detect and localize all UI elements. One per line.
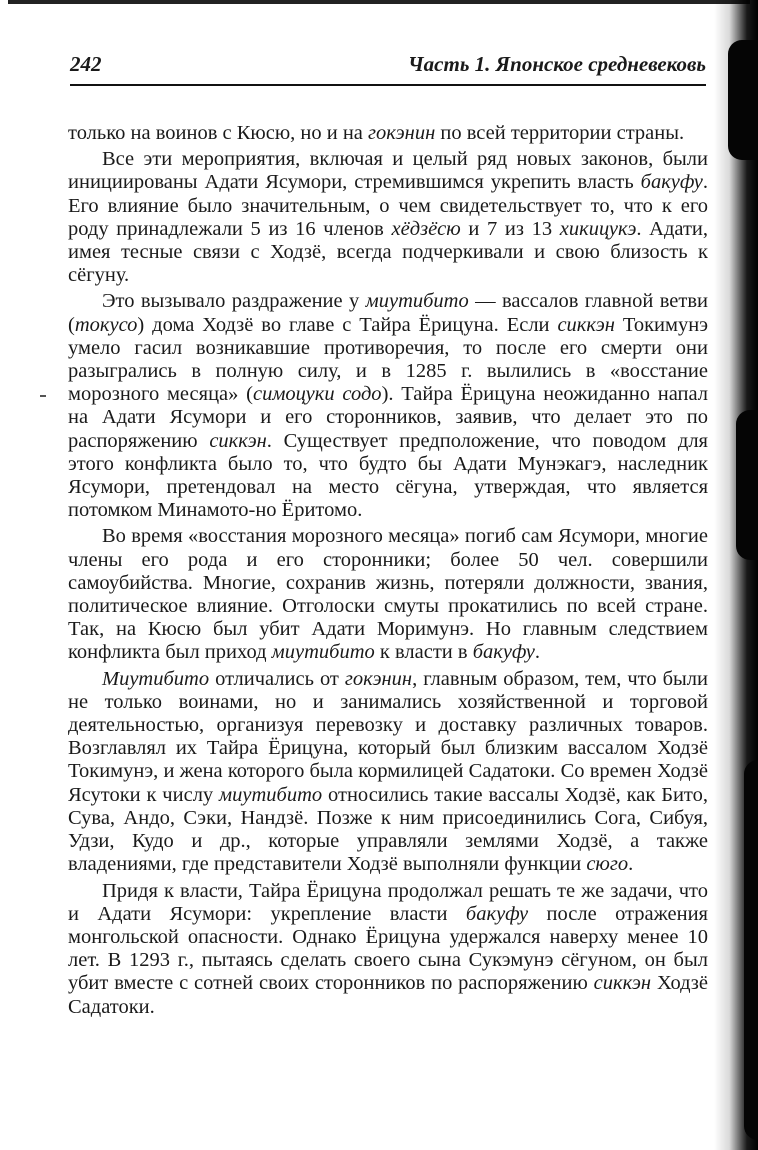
text-run: . Его влияние было значительным, о чем свидетельствует то, что к его роду принадлежали 5 из 16 членов (68, 171, 708, 240)
text-run: ) дома Ходзё во главе с Тайра Ёрицуна. Если (137, 313, 558, 336)
paragraph-1 (68, 122, 708, 145)
paragraph-2 (68, 148, 708, 287)
italic-term: хикицукэ (559, 217, 637, 240)
italic-term: бакуфу (472, 641, 535, 664)
scan-edge-blob (736, 410, 758, 560)
text-run: Придя к власти, Тайра Ёрицуна продолжал решать те же задачи, что и Адати Ясумори: укрепление власти (68, 879, 708, 925)
scan-edge-blob (728, 40, 758, 160)
text-run: Токимунэ умело гасил возникавшие противоречия, то после его смерти они разыгрались в полную силу, и в 1285 г. вылились в «восстание морозного месяца» ( (68, 313, 708, 406)
italic-term: миутибито (219, 783, 323, 806)
page-number: 242 (70, 52, 102, 76)
text-run: относились такие вассалы Ходзё, как Бито, Сува, Андо, Сэки, Нандзё. Позже к ним присоединились Сога, Сибуя, Удзи, Кудо и др., которые управляли землями Ходзё, а также владениями, где представители Ходзё выполняли функции (68, 783, 708, 876)
italic-term: сюго (586, 853, 629, 876)
italic-term: миутибито (365, 290, 469, 313)
italic-term: сиккэн (593, 972, 652, 995)
body-text (68, 122, 708, 1022)
text-run: Во время «восстания морозного месяца» погиб сам Ясумори, многие члены его рода и его сторонники; более 50 чел. совершили самоубийства. Многие, сохранив жизнь, потеряли должности, звания, политическое влияние. Отголоски смуты прокатились по всей стране. Так, на Кюсю был убит Адати Моримунэ. Но главным следствием конфликта был приход (68, 525, 708, 664)
text-run: к власти в (374, 641, 473, 664)
italic-term: гокэнин (368, 122, 436, 144)
italic-term: Миутибито (102, 667, 210, 690)
paragraph-4 (68, 525, 708, 664)
text-run: . (534, 641, 541, 664)
text-run: . Адати, имея тесные связи с Ходзё, всегда подчеркивали и свою близость к сёгуну. (68, 217, 709, 287)
italic-term: бакуфу (465, 902, 529, 925)
italic-term: сиккэн (209, 429, 267, 452)
running-title: Часть 1. Японское средневековь (407, 52, 706, 76)
text-run: Все эти мероприятия, включая и целый ряд новых законов, были инициированы Адати Ясумори, стремившимся укрепить власть (68, 148, 708, 194)
scan-top-edge (8, 0, 750, 4)
text-run: . (628, 853, 634, 876)
page-header (70, 48, 706, 86)
text-run: . Существует предположение, что поводом для этого конфликта было то, что будто бы Адати Мунэкагэ, наследник Ясумори, претендовал на место сёгуна, утверждая, что является потомком Минамото-но Ёритомо. (68, 429, 708, 522)
text-run: — вассалов главной ветви ( (68, 290, 709, 336)
italic-term: симоцуки содо (253, 383, 382, 406)
text-run: ). Тайра Ёрицуна неожиданно напал на Адати Ясумори и его сторонников, заявив, что делает это по распоряжению (68, 383, 709, 452)
scan-edge-blob (744, 760, 758, 1140)
text-run: , главным образом, тем, что были не только воинами, но и занимались хозяйственной и торговой деятельностью, организуя перевозку и доставку различных товаров. Возглавлял их Тайра Ёрицуна, который был близким вассалом Ходзё Токимунэ, и жена которого была кормилицей Садатоки. Со времен Ходзё Ясутоки к числу (68, 667, 708, 806)
paragraph-6 (68, 880, 708, 1019)
paragraph-3 (68, 290, 708, 522)
italic-term: миутибито (271, 641, 375, 664)
italic-term: сиккэн (557, 313, 615, 336)
text-run: Ходзё Садатоки. (68, 972, 708, 1018)
italic-term: токусо (74, 313, 138, 336)
text-run: и 7 из 13 (460, 217, 560, 240)
text-run: по всей территории страны. (435, 122, 685, 144)
text-run: отличались от (209, 667, 345, 690)
text-run: после отражения монгольской опасности. Однако Ёрицуна удержался наверху менее 10 лет. В 1293 г., пытаясь сделать своего сына Сукэмунэ сёгуном, он был убит вместе с сотней своих сторонников по распоряжению (68, 902, 708, 995)
italic-term: хёдзёсю (391, 217, 461, 240)
text-run: Это вызывало раздражение у (102, 290, 366, 313)
paragraph-5 (68, 668, 708, 877)
scan-speck (40, 395, 46, 397)
text-run: только на воинов с Кюсю, но и на (68, 122, 369, 144)
italic-term: бакуфу (640, 171, 703, 194)
italic-term: гокэнин (344, 667, 413, 690)
